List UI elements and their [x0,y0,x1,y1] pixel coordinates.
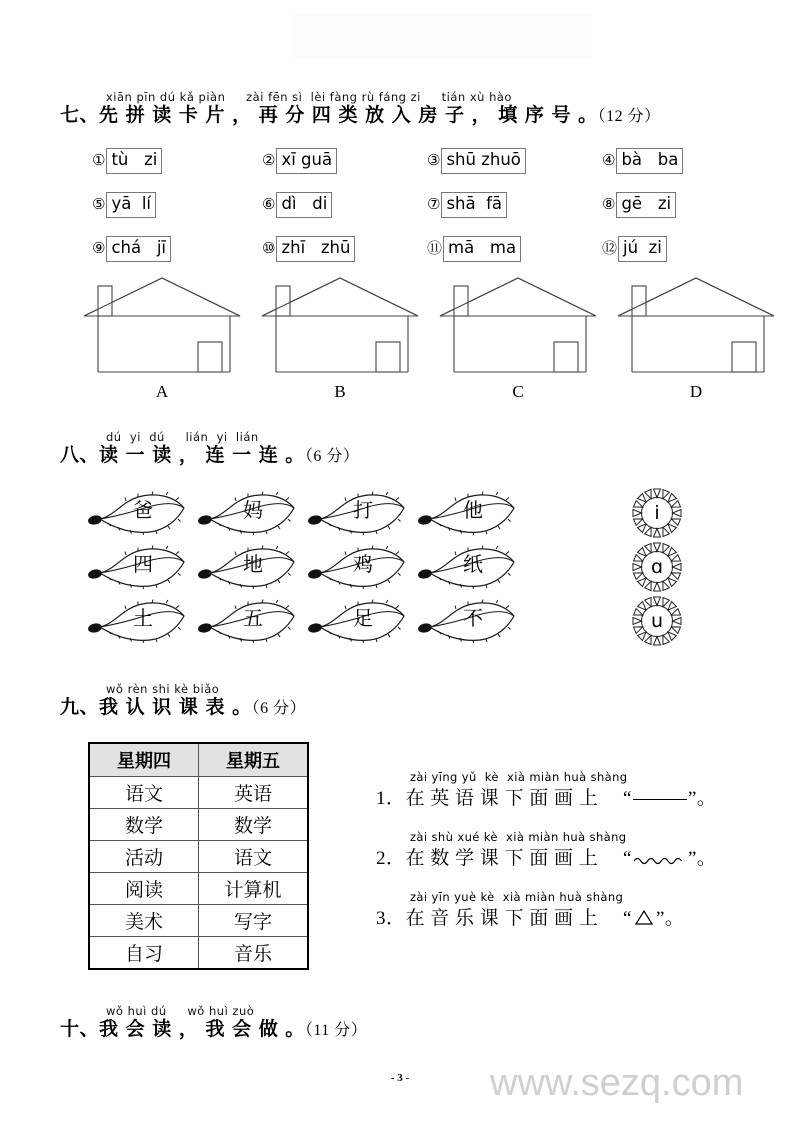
leaf-character: 他 [463,500,483,522]
table-cell: 计算机 [199,873,309,905]
card-text: bà ba [616,148,683,174]
question-suffix: ”。 [655,908,685,929]
table-header-cell: 星期四 [89,743,199,777]
pinyin-card[interactable] [427,148,602,174]
house-d[interactable] [616,272,776,402]
house-icon [82,272,242,380]
question-list [376,770,776,950]
pinyin-card[interactable] [262,148,427,174]
leaf-item[interactable] [418,486,522,538]
section-heading-7 [60,90,661,127]
house-icon [616,272,776,380]
house-icon [438,272,598,380]
card-number: ② [262,151,276,170]
house-c[interactable] [438,272,598,402]
card-text: tù zi [106,148,162,174]
card-text: jú zi [618,236,667,262]
table-header-row [89,743,308,777]
table-cell: 自习 [89,937,199,970]
question-item [376,890,776,934]
leaf-character: 四 [133,554,153,576]
pinyin-card[interactable] [92,192,262,218]
house-label: D [689,382,703,401]
leaf-item[interactable] [308,540,412,592]
table-cell: 音乐 [199,937,309,970]
page-number: - 3 - [390,1072,410,1084]
pinyin-card[interactable] [602,148,683,174]
section-7-title-text: 七、先 拼 读 卡 片 ， 再 分 四 类 放 入 房 子 ， 填 序 号 。 [60,104,598,126]
card-row [92,192,752,230]
leaf-item[interactable] [418,540,522,592]
section-heading-9 [60,682,306,719]
class-timetable [88,742,309,970]
pinyin-card[interactable] [92,148,262,174]
house-b[interactable] [260,272,420,402]
table-cell: 阅读 [89,873,199,905]
question-suffix: ”。 [687,848,717,869]
pinyin-card[interactable] [602,192,676,218]
pinyin-card[interactable] [427,236,602,262]
question-prefix: 1．在 英 语 课 下 面 画 上 “ [376,788,632,809]
flower-letter: i [654,502,660,524]
card-number: ⑥ [262,195,276,214]
card-text: mā ma [443,236,521,262]
question-item [376,830,776,874]
card-number: ⑦ [427,195,441,214]
card-text: shā fā [441,192,507,218]
house-a[interactable] [82,272,242,402]
table-header-cell: 星期五 [199,743,309,777]
table-row [89,809,308,841]
section-9-title [60,697,306,719]
section-9-points: （6 分） [251,700,307,717]
leaf-item[interactable] [198,540,302,592]
card-number: ⑨ [92,239,106,258]
card-text: chá jī [106,236,171,262]
section-9-title-text: 九、我 认 识 课 表 。 [60,696,252,718]
card-number: ① [92,151,106,170]
section-7-pinyin: xiān pīn dú kǎ piàn zài fēn sì lèi fàng rù fáng zi tián xù hào [106,90,512,104]
leaf-item[interactable] [88,486,192,538]
card-text: shū zhuō [441,148,525,174]
card-number: ⑩ [262,239,276,258]
leaf-character: 鸡 [353,554,373,576]
flower-item[interactable] [629,593,685,649]
house-icon [260,272,420,380]
leaf-character: 妈 [243,500,263,522]
pinyin-card[interactable] [262,192,427,218]
leaf-item[interactable] [308,594,412,646]
section-heading-10 [60,1004,367,1041]
table-cell: 英语 [199,777,309,809]
card-number: ④ [602,151,616,170]
pinyin-card[interactable] [602,236,667,262]
leaf-character: 五 [243,608,263,630]
card-text: xī guā [276,148,337,174]
section-8-points: （6 分） [304,448,360,465]
section-8-pinyin: dú yi dú lián yi lián [106,430,259,444]
underline-mark-icon [633,799,687,800]
card-row [92,148,752,186]
table-row [89,937,308,970]
question-prefix: 2．在 数 学 课 下 面 画 上 “ [376,848,632,869]
leaf-item[interactable] [198,486,302,538]
leaf-character: 足 [353,608,373,630]
pinyin-card-grid [92,148,752,274]
card-number: ⑤ [92,195,106,214]
table-cell: 活动 [89,841,199,873]
leaf-item[interactable] [88,594,192,646]
table-cell: 数学 [89,809,199,841]
card-text: dì di [276,192,332,218]
site-watermark: www.sezq.com [490,1062,744,1104]
card-text: zhī zhū [276,236,355,262]
leaf-character: 地 [243,554,263,576]
section-10-pinyin: wǒ huì dú wǒ huì zuò [106,1004,255,1018]
flower-letter: ɑ [650,556,664,578]
question-suffix: ”。 [687,788,717,809]
card-number: ③ [427,151,441,170]
pinyin-card[interactable] [92,236,262,262]
house-label: C [512,382,524,401]
leaf-item[interactable] [418,594,522,646]
question-text [376,903,684,931]
section-10-title [60,1019,367,1041]
table-cell: 数学 [199,809,309,841]
scan-artifact-band [292,14,592,58]
card-number: ⑧ [602,195,616,214]
house-label: A [155,382,169,401]
question-prefix: 3．在 音 乐 课 下 面 画 上 “ [376,908,632,929]
question-pinyin: zài shù xué kè xià miàn huà shàng [410,830,627,844]
pinyin-card[interactable] [427,192,602,218]
leaf-character: 土 [133,608,153,630]
table-cell: 语文 [199,841,309,873]
question-text [376,783,716,810]
section-8-title [60,445,359,467]
card-row [92,236,752,274]
leaf-character: 纸 [463,554,483,576]
house-row [82,272,762,402]
leaf-item[interactable] [308,486,412,538]
triangle-mark-icon [635,909,653,931]
table-cell: 写字 [199,905,309,937]
house-label: B [334,382,346,401]
card-number: ⑪ [427,239,443,258]
wavy-line-mark-icon [633,849,687,871]
flower-letter: u [650,610,664,632]
card-text: yā lí [106,192,156,218]
leaf-item[interactable] [198,594,302,646]
flower-item[interactable] [629,485,685,541]
section-9-pinyin: wǒ rèn shi kè biǎo [106,682,220,696]
leaf-character: 不 [463,608,483,630]
table-row [89,841,308,873]
section-10-title-text: 十、我 会 读 ， 我 会 做 。 [60,1018,305,1040]
card-text: gē zi [616,192,676,218]
card-number: ⑫ [602,239,618,258]
table-cell: 语文 [89,777,199,809]
table-row [89,873,308,905]
section-8-title-text: 八、读 一 读 ， 连 一 连 。 [60,444,305,466]
question-item [376,770,776,814]
question-pinyin: zài yīng yǔ kè xià miàn huà shàng [410,770,628,784]
flower-item[interactable] [629,539,685,595]
question-text [376,843,716,871]
section-7-points: （12 分） [597,108,661,125]
pinyin-card[interactable] [262,236,427,262]
question-pinyin: zài yīn yuè kè xià miàn huà shàng [410,890,624,904]
section-10-points: （11 分） [304,1022,368,1039]
leaf-item[interactable] [88,540,192,592]
table-row [89,905,308,937]
table-cell: 美术 [89,905,199,937]
section-heading-8 [60,430,359,467]
leaf-character: 打 [353,500,373,522]
table-row [89,777,308,809]
leaf-flower-matching-area [88,486,708,648]
leaf-character: 爸 [133,500,153,522]
section-7-title [60,105,661,127]
